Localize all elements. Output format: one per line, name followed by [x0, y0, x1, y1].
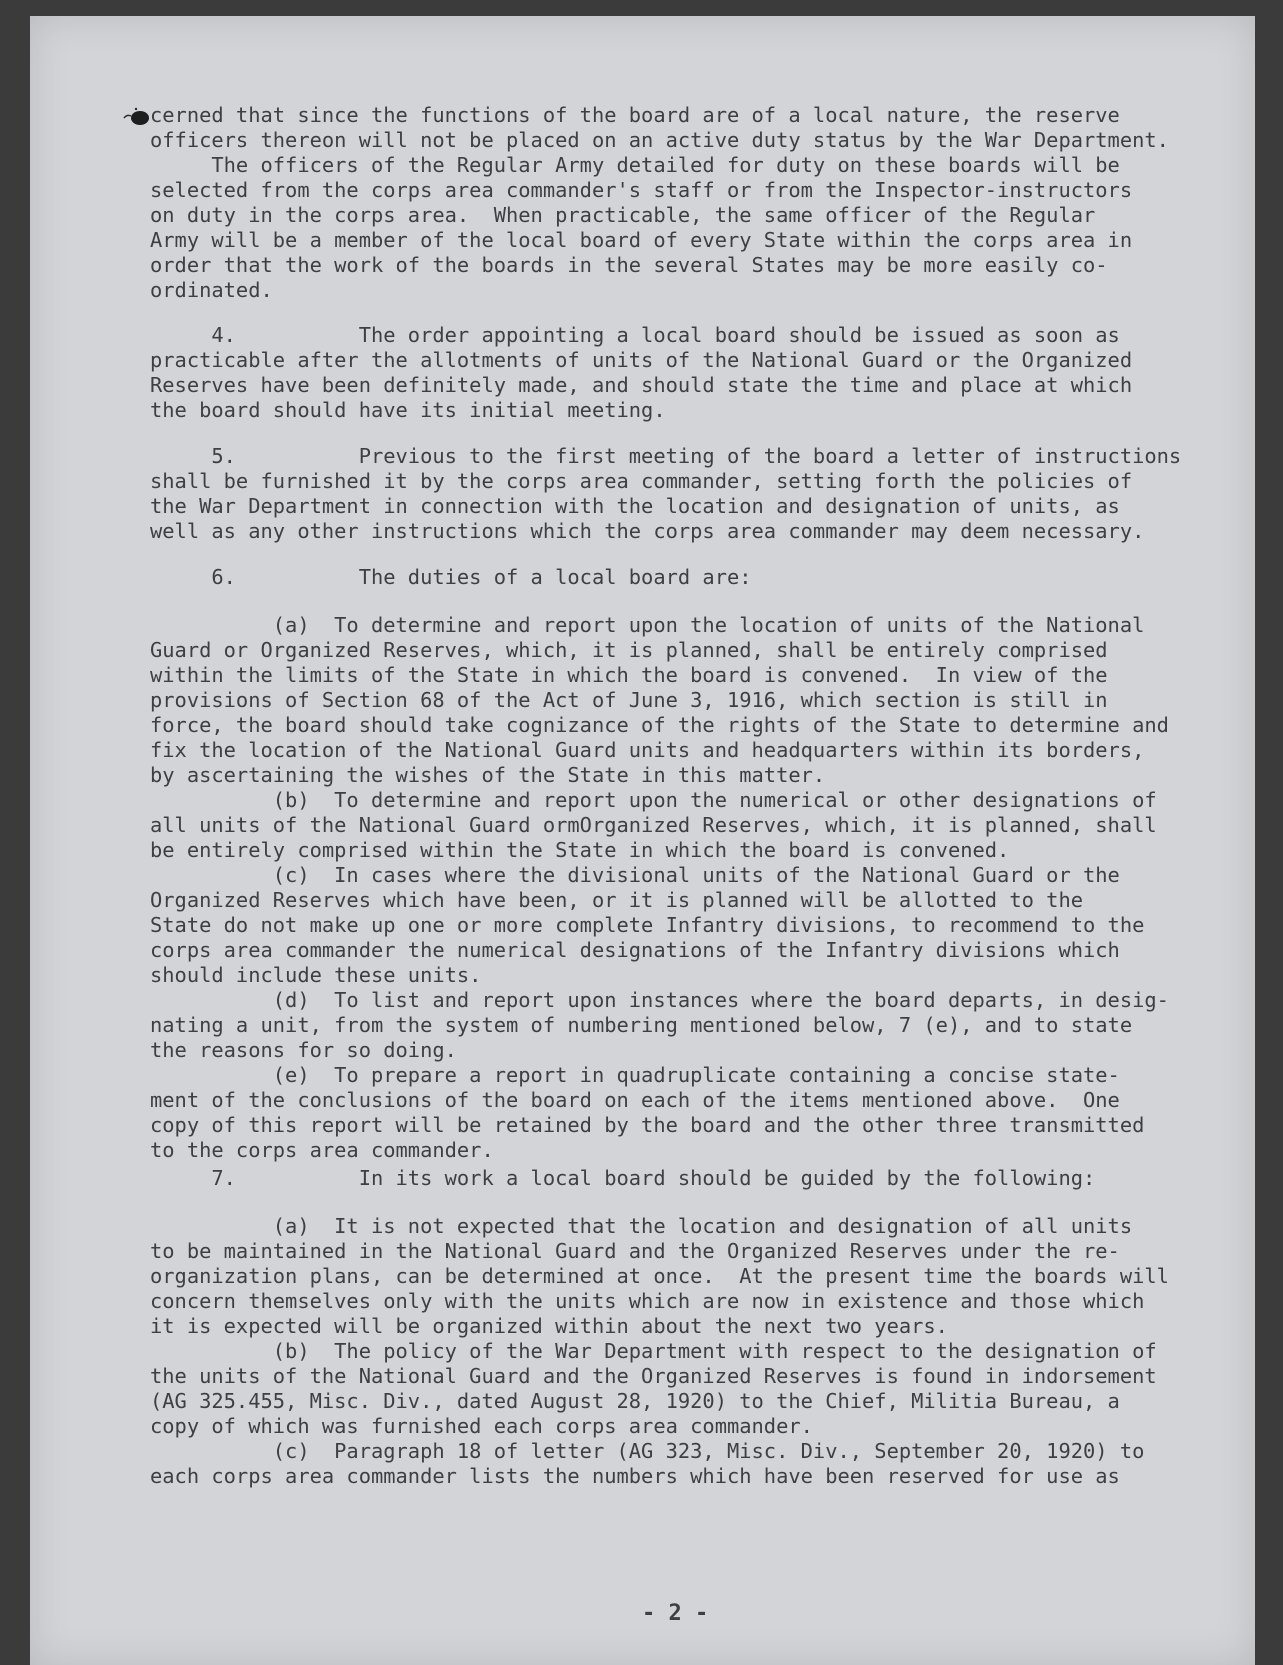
text-line: The officers of the Regular Army detailed for duty on these boards will be	[150, 153, 1120, 177]
text-line: 5. Previous to the first meeting of the board a letter of instructions	[150, 444, 1182, 468]
text-line: within the limits of the State in which the board is convened. In view of the	[150, 663, 1108, 687]
text-line: each corps area commander lists the numbers which have been reserved for use as	[150, 1464, 1120, 1488]
text-line: (a) It is not expected that the location and designation of all units	[150, 1214, 1133, 1238]
document-page	[30, 16, 1255, 1665]
text-line: ordinated.	[150, 278, 273, 302]
text-line: Army will be a member of the local board of every State within the corps area in	[150, 228, 1133, 252]
text-line: fix the location of the National Guard units and headquarters within its borders,	[150, 738, 1145, 762]
text-line: copy of which was furnished each corps area commander.	[150, 1414, 813, 1438]
text-line: (e) To prepare a report in quadruplicate containing a concise state-	[150, 1063, 1120, 1087]
text-line: (AG 325.455, Misc. Div., dated August 28, 1920) to the Chief, Militia Bureau, a	[150, 1389, 1120, 1413]
text-line: to be maintained in the National Guard and the Organized Reserves under the re-	[150, 1239, 1120, 1263]
text-line: be entirely comprised within the State in which the board is convened.	[150, 838, 1010, 862]
text-line: 7. In its work a local board should be guided by the following:	[150, 1166, 1096, 1190]
text-line: order that the work of the boards in the several States may be more easily co-	[150, 253, 1108, 277]
text-line: Guard or Organized Reserves, which, it is planned, shall be entirely comprised	[150, 638, 1108, 662]
text-line: by ascertaining the wishes of the State in this matter.	[150, 763, 826, 787]
text-line: (b) The policy of the War Department with respect to the designation of	[150, 1339, 1157, 1363]
text-line: the War Department in connection with the location and designation of units, as	[150, 494, 1120, 518]
text-line: officers thereon will not be placed on an active duty status by the War Department.	[150, 128, 1169, 152]
text-line: (d) To list and report upon instances where the board departs, in desig-	[150, 988, 1169, 1012]
text-line: the reasons for so doing.	[150, 1038, 457, 1062]
text-line: it is expected will be organized within about the next two years.	[150, 1314, 948, 1338]
text-line: State do not make up one or more complete Infantry divisions, to recommend to the	[150, 913, 1145, 937]
text-line: shall be furnished it by the corps area commander, setting forth the policies of	[150, 469, 1133, 493]
text-line: the units of the National Guard and the Organized Reserves is found in indorsement	[150, 1364, 1157, 1388]
text-line: (a) To determine and report upon the location of units of the National	[150, 613, 1145, 637]
text-line: practicable after the allotments of units of the National Guard or the Organized	[150, 348, 1133, 372]
text-line: force, the board should take cognizance of the rights of the State to determine and	[150, 713, 1169, 737]
text-line: (b) To determine and report upon the numerical or other designations of	[150, 788, 1157, 812]
text-line: the board should have its initial meeting.	[150, 398, 666, 422]
text-line: selected from the corps area commander's staff or from the Inspector-instructors	[150, 178, 1133, 202]
text-line: 6. The duties of a local board are:	[150, 565, 752, 589]
text-line: 4. The order appointing a local board should be issued as soon as	[150, 323, 1120, 347]
text-line: corps area commander the numerical designations of the Infantry divisions which	[150, 938, 1120, 962]
text-line: concern themselves only with the units which are now in existence and those which	[150, 1289, 1145, 1313]
text-line: nating a unit, from the system of numbering mentioned below, 7 (e), and to state	[150, 1013, 1133, 1037]
page-number: - 2 -	[642, 1601, 709, 1626]
text-line: (c) Paragraph 18 of letter (AG 323, Misc. Div., September 20, 1920) to	[150, 1439, 1145, 1463]
text-line: Reserves have been definitely made, and should state the time and place at which	[150, 373, 1133, 397]
text-line: on duty in the corps area. When practicable, the same officer of the Regular	[150, 203, 1096, 227]
text-line: copy of this report will be retained by the board and the other three transmitted	[150, 1113, 1145, 1137]
text-line: cerned that since the functions of the board are of a local nature, the reserve	[150, 103, 1120, 127]
text-line: Organized Reserves which have been, or it is planned will be allotted to the	[150, 888, 1083, 912]
text-line: provisions of Section 68 of the Act of June 3, 1916, which section is still in	[150, 688, 1108, 712]
text-line: well as any other instructions which the corps area commander may deem necessary.	[150, 519, 1145, 543]
text-line: all units of the National Guard ormOrganized Reserves, which, it is planned, shall	[150, 813, 1157, 837]
text-line: organization plans, can be determined at once. At the present time the boards will	[150, 1264, 1169, 1288]
text-line: (c) In cases where the divisional units of the National Guard or the	[150, 863, 1120, 887]
text-line: ment of the conclusions of the board on each of the items mentioned above. One	[150, 1088, 1120, 1112]
ink-blot-mark	[122, 106, 152, 128]
text-line: to the corps area commander.	[150, 1138, 494, 1162]
text-line: should include these units.	[150, 963, 482, 987]
